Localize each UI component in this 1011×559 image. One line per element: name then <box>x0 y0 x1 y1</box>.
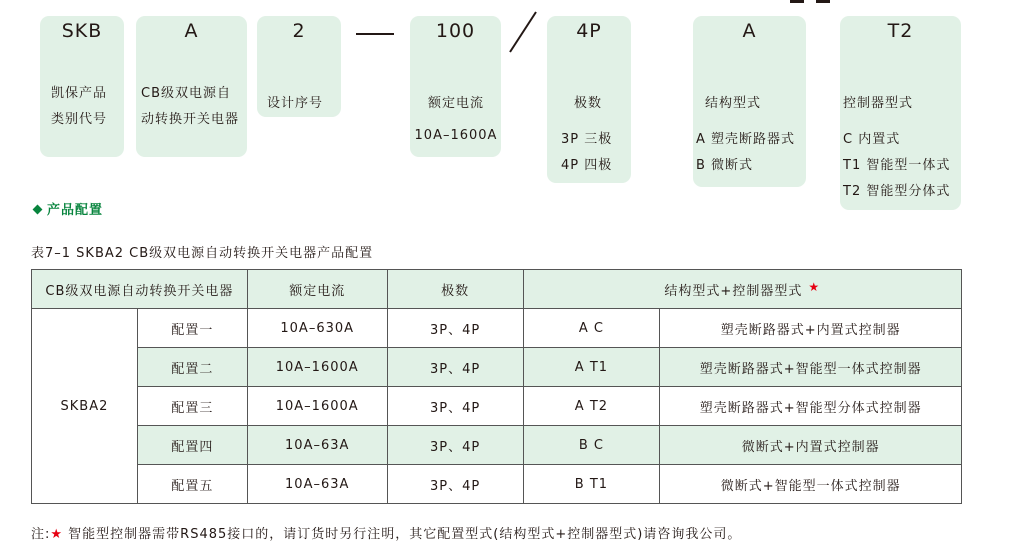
table-row <box>32 387 962 426</box>
desc-a: CB级双电源自 动转换开关电器 <box>141 86 240 127</box>
code-cell: A C <box>523 309 660 348</box>
footnote: 注:★ 智能型控制器需带RS485接口的，请订货时另行注明，其它配置型式(结构型式+控制器型式)请咨询我公司。 <box>31 527 742 542</box>
code-cell: A T2 <box>523 387 660 426</box>
code-struct: A <box>742 20 757 42</box>
diamond-icon <box>33 205 43 215</box>
header-type: 结构型式+控制器型式 ★ <box>523 270 961 309</box>
desc-cell: 微断式+内置式控制器 <box>660 426 962 465</box>
section-heading: 产品配置 <box>32 199 103 218</box>
separator-dash <box>356 33 394 35</box>
desc-cell: 塑壳断路器式+智能型一体式控制器 <box>660 348 962 387</box>
desc-4p: 极数 3P 三极 4P 四极 <box>561 96 613 173</box>
code-cell: B C <box>523 426 660 465</box>
table-caption: 表7–1 SKBA2 CB级双电源自动转换开关电器产品配置 <box>31 246 374 261</box>
poles-cell: 3P、4P <box>387 465 523 504</box>
config-cell: 配置一 <box>137 309 247 348</box>
current-cell: 10A–63A <box>247 426 387 465</box>
separator-slash <box>506 10 540 54</box>
poles-cell: 3P、4P <box>387 387 523 426</box>
header-product: CB级双电源自动转换开关电器 <box>32 270 248 309</box>
desc-skb: 凯保产品 类别代号 <box>51 86 108 127</box>
poles-cell: 3P、4P <box>387 426 523 465</box>
table-row <box>32 309 962 348</box>
code-cell: A T1 <box>523 348 660 387</box>
code-skb: SKB <box>61 20 103 42</box>
code-cell: B T1 <box>523 465 660 504</box>
desc-cell: 微断式+智能型一体式控制器 <box>660 465 962 504</box>
desc-cell: 塑壳断路器式+智能型分体式控制器 <box>660 387 962 426</box>
poles-cell: 3P、4P <box>387 348 523 387</box>
table-row <box>32 426 962 465</box>
table-header-row <box>32 270 962 309</box>
config-cell: 配置四 <box>137 426 247 465</box>
desc-struct: 结构型式 A 塑壳断路器式 B 微断式 <box>696 96 796 173</box>
note-star-icon: ★ <box>50 527 64 542</box>
star-icon: ★ <box>808 279 821 294</box>
code-ctrl: T2 <box>887 20 914 42</box>
current-cell: 10A–1600A <box>247 387 387 426</box>
config-cell: 配置五 <box>137 465 247 504</box>
current-cell: 10A–1600A <box>247 348 387 387</box>
config-table <box>31 269 962 504</box>
corner-mark <box>790 0 840 3</box>
header-poles: 极数 <box>387 270 523 309</box>
table-row <box>32 348 962 387</box>
code-2: 2 <box>292 20 306 42</box>
table-row <box>32 465 962 504</box>
code-100: 100 <box>435 20 476 42</box>
code-a: A <box>184 20 199 42</box>
current-cell: 10A–63A <box>247 465 387 504</box>
desc-100: 额定电流 10A–1600A <box>414 96 498 143</box>
config-cell: 配置二 <box>137 348 247 387</box>
model-cell: SKBA2 <box>32 309 138 504</box>
code-4p: 4P <box>576 20 602 42</box>
config-cell: 配置三 <box>137 387 247 426</box>
current-cell: 10A–630A <box>247 309 387 348</box>
desc-2: 设计序号 <box>267 96 324 111</box>
header-current: 额定电流 <box>247 270 387 309</box>
poles-cell: 3P、4P <box>387 309 523 348</box>
desc-ctrl: 控制器型式 C 内置式 T1 智能型一体式 T2 智能型分体式 <box>843 96 951 199</box>
desc-cell: 塑壳断路器式+内置式控制器 <box>660 309 962 348</box>
